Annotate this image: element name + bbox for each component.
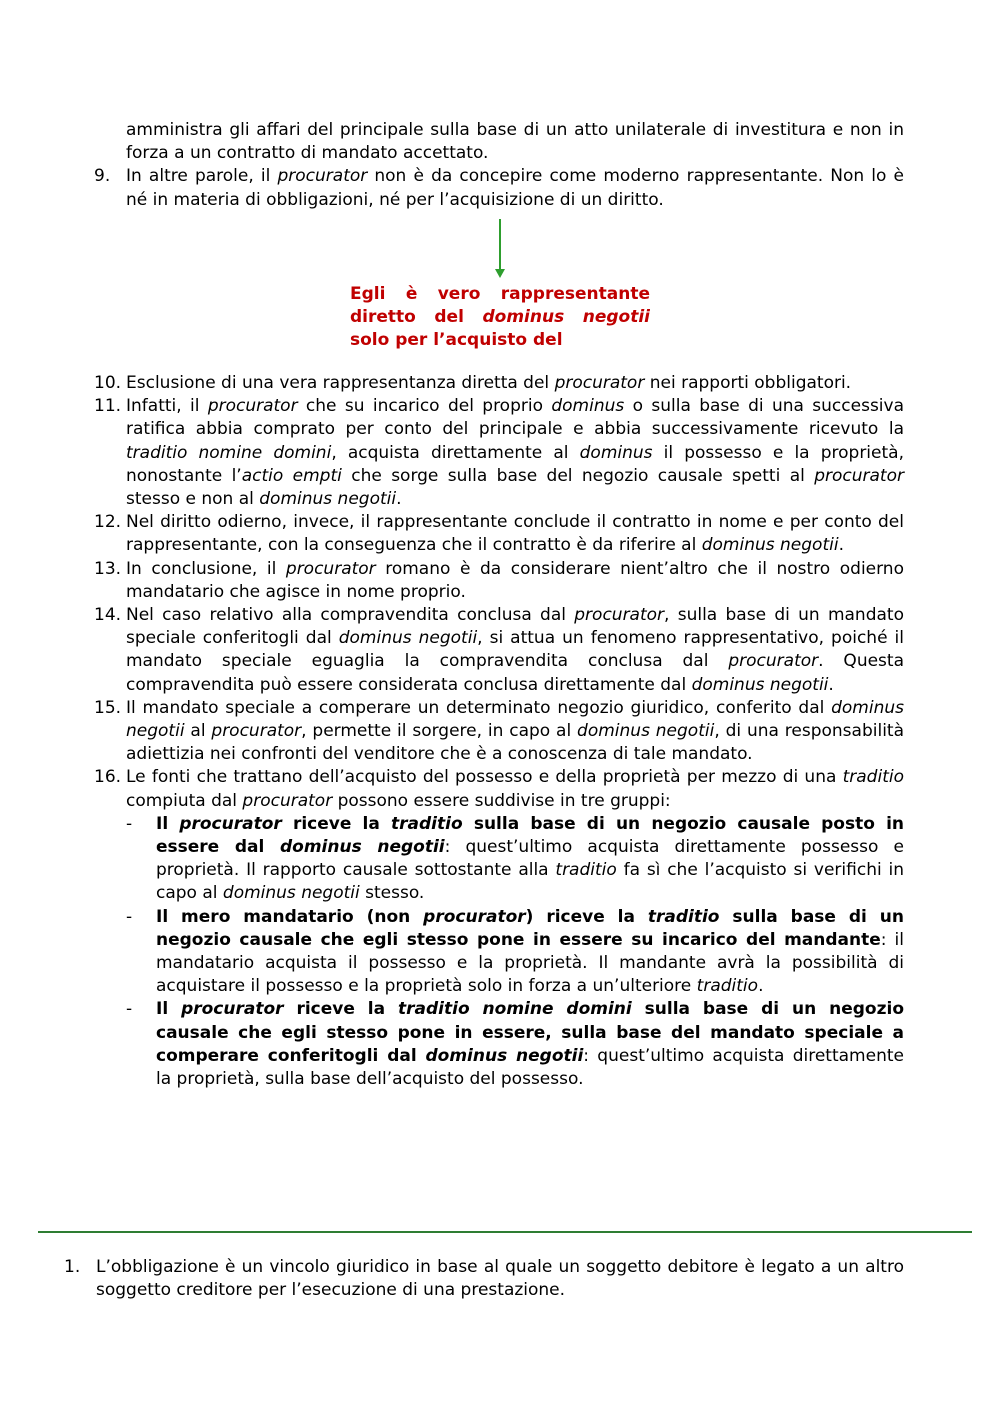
item-text: il possesso e la proprietà, nonostante l’	[126, 442, 904, 486]
sub-item-2	[126, 906, 904, 999]
list-item-14	[94, 604, 904, 697]
list-item-8-continuation	[94, 119, 904, 165]
callout-box	[350, 283, 650, 353]
item-text-italic: dominus negotii	[126, 697, 904, 742]
list-item-10	[94, 372, 904, 395]
sub-text: : quest’ultimo acquista direttamente possesso e proprietà. Il rapporto causale sottostante alla	[156, 837, 904, 881]
item-number: 16.	[94, 767, 122, 788]
sub-text: .	[758, 976, 764, 997]
list-item-9	[94, 165, 904, 211]
sub-text-bold: Il	[156, 813, 180, 834]
sub-text-bold-italic: procurator	[423, 906, 526, 927]
item-text: .	[828, 674, 834, 695]
item-text: , sulla base di un mandato speciale conferitogli dal	[126, 605, 904, 649]
sub-text: : quest’ultimo acquista direttamente la proprietà, sulla base dell’acquisto del possesso.	[156, 1045, 904, 1090]
item-number: 12.	[94, 512, 122, 533]
item-text-italic: procurator	[242, 790, 333, 811]
item-text: Il mandato speciale a comperare un determinato negozio giuridico, conferito dal	[126, 697, 832, 718]
main-list	[94, 372, 904, 1091]
item-text-italic: actio empti	[241, 465, 342, 486]
item-text-italic: dominus negotii	[691, 674, 829, 695]
item-text-italic: procurator	[814, 465, 904, 486]
sub-text: stesso.	[359, 883, 425, 904]
item-text-italic: procurator	[554, 373, 645, 393]
item-text: o sulla base di una successiva ratifica abbia comprato per conto del principale e abbia successivamente ricevuto la	[126, 396, 904, 440]
sub-text-bold-italic: traditio nomine domini	[398, 999, 632, 1020]
sub-text-bold: sulla base di un negozio causale posto in essere dal	[156, 813, 905, 858]
item-number: 1.	[64, 1257, 81, 1277]
item-text: romano è da considerare nient’altro che il nostro odierno mandatario che agisce in nome proprio.	[126, 558, 904, 602]
item-text: non è da concepire come moderno rappresentante. Non lo è né in materia di obbligazioni, né per l’acquisizione di un diritto.	[126, 166, 905, 210]
sub-text-bold-italic: traditio	[647, 906, 720, 927]
item-text: .	[396, 489, 402, 510]
item-text-italic: dominus negotii	[701, 535, 839, 556]
item-text-italic: traditio nomine domini	[126, 442, 332, 463]
sub-text: fa sì che l’acquisto si verifichi in capo al	[156, 860, 904, 904]
list-item-13	[94, 558, 904, 604]
down-arrow-icon	[493, 219, 507, 279]
item-number: 9.	[94, 166, 111, 187]
sub-text-bold: riceve la	[283, 999, 399, 1020]
item-text-italic: procurator	[211, 721, 302, 742]
item-text-italic: procurator	[285, 558, 376, 579]
item-text: possono essere suddivise in tre gruppi:	[332, 790, 671, 811]
item-text: L’obbligazione è un vincolo giuridico in base al quale un soggetto debitore è legato a un altro soggetto creditore per l’esecuzione di una prestazione.	[96, 1257, 904, 1301]
item-text: , acquista direttamente al	[331, 442, 580, 463]
dash-bullet: -	[126, 999, 133, 1020]
sub-text-bold-italic: traditio	[391, 813, 463, 834]
sub-text: : il mandatario acquista il possesso e la proprietà. Il mandante avrà la possibilità di acquistare il possesso e la proprietà solo in forza a un’ulteriore	[156, 929, 905, 997]
item-text: Infatti, il	[126, 396, 208, 417]
item-text: che su incarico del proprio	[297, 396, 552, 417]
dash-bullet: -	[126, 813, 133, 834]
item-text: Nel caso relativo alla compravendita conclusa dal	[126, 605, 575, 626]
section-divider	[38, 1231, 972, 1233]
item-number: 14.	[94, 605, 122, 626]
top-list	[94, 119, 904, 212]
sub-text-bold: ) riceve la	[525, 906, 648, 927]
sub-text-italic: traditio	[555, 860, 617, 881]
item-text-italic: traditio	[842, 767, 904, 788]
item-text-italic: dominus	[551, 396, 625, 417]
sub-text-bold-italic: procurator	[179, 813, 282, 834]
item-number: 10.	[94, 373, 122, 393]
sub-text-bold: sulla base di un negozio causale che egli stesso pone in essere, sulla base del mandato speciale a comperare conferitogli dal	[156, 999, 905, 1066]
sub-text-bold-italic: dominus negotii	[425, 1045, 584, 1066]
sub-text-bold: sulla base di un negozio causale che egli stesso pone in essere su incarico del mandante	[156, 906, 904, 950]
item-number: 13.	[94, 558, 122, 579]
item-text: che sorge sulla base del negozio causale spetti al	[341, 465, 815, 486]
item-text-italic: procurator	[574, 605, 665, 626]
bottom-list	[64, 1256, 904, 1302]
sub-text-bold: Il mero mandatario (non	[156, 906, 424, 927]
item-text: stesso e non al	[126, 489, 260, 510]
sub-item-1	[126, 813, 904, 906]
item-text: In conclusione, il	[126, 558, 286, 579]
item-text: Nel diritto odierno, invece, il rappresentante conclude il contratto in nome e per conto del rappresentante, con la conseguenza che il contratto è da riferire al	[126, 512, 904, 556]
item-text: In altre parole, il	[126, 166, 278, 187]
callout-text-italic: dominus negotii	[482, 307, 650, 328]
sub-text-italic: dominus negotii	[222, 883, 360, 904]
sub-text-italic: traditio	[696, 976, 759, 997]
item-text: .	[838, 535, 844, 556]
item-text-italic: dominus	[579, 442, 653, 463]
callout-text: solo per l’acquisto del	[350, 330, 563, 351]
sub-text-bold: riceve la	[281, 813, 392, 834]
item-text: al	[184, 721, 212, 742]
item-text: , permette il sorgere, in capo al	[301, 721, 578, 742]
item-number: 11.	[94, 396, 122, 417]
callout-text: Egli è vero rappresentante diretto del	[350, 284, 650, 328]
list-item-11	[94, 395, 904, 511]
item-text: compiuta dal	[126, 790, 243, 811]
item-text: . Questa compravendita può essere considerata conclusa direttamente dal	[126, 651, 904, 695]
list-item-12	[94, 511, 904, 557]
item-text: Le fonti che trattano dell’acquisto del possesso e della proprietà per mezzo di una	[126, 767, 843, 788]
item-text-italic: dominus negotii	[338, 628, 478, 649]
sub-text-bold: Il	[156, 999, 182, 1020]
item-text: nei rapporti obbligatori.	[644, 373, 852, 393]
item-text: Esclusione di una vera rappresentanza diretta del	[126, 373, 555, 393]
item-number: 15.	[94, 697, 122, 718]
sub-item-3	[126, 998, 904, 1091]
list-item-16	[94, 766, 904, 1091]
sub-text-bold-italic: dominus negotii	[279, 837, 445, 858]
list-item-1	[64, 1256, 904, 1302]
dash-bullet: -	[126, 906, 133, 927]
list-item-15	[94, 697, 904, 767]
item-text: , di una responsabilità adiettizia nei confronti del venditore che è a conoscenza di tale mandato.	[126, 721, 904, 765]
item-text-italic: dominus negotii	[577, 721, 715, 742]
item-text: , si attua un fenomeno rappresentativo, poiché il mandato speciale eguaglia la compravendita conclusa dal	[126, 628, 904, 672]
item-text-italic: dominus negotii	[259, 489, 397, 510]
item-text-italic: procurator	[277, 166, 368, 187]
item-text-italic: procurator	[728, 651, 819, 672]
item-text-italic: procurator	[207, 396, 298, 417]
item-text: amministra gli affari del principale sulla base di un atto unilaterale di investitura e non in forza a un contratto di mandato accettato.	[126, 120, 904, 164]
sub-text-bold-italic: procurator	[181, 999, 284, 1020]
